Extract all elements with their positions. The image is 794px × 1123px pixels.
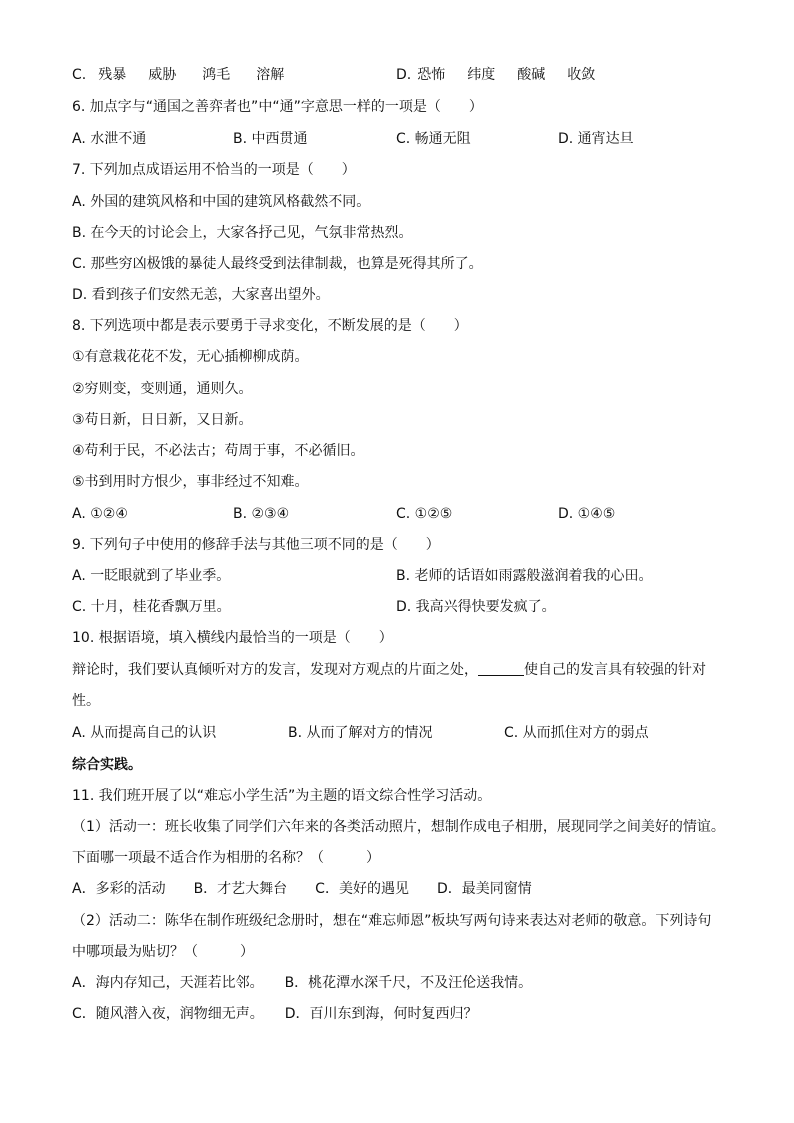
q10-context-after: 使自己的发言具有较强的针对: [524, 662, 706, 678]
q8-option-a: A. ①②④: [72, 506, 128, 522]
q10-option-c: C. 从而抓住对方的弱点: [504, 725, 649, 741]
q5-option-c-label: C.: [72, 67, 87, 83]
q6-stem: 6. 加点字与“通国之善弈者也”中“通”字意思一样的一项是（ ）: [72, 99, 483, 115]
q5-option-d-word: 酸碱: [517, 67, 546, 83]
q5-option-d-word: 收敛: [567, 67, 596, 83]
q10-option-b: B. 从而了解对方的情况: [288, 725, 433, 741]
q9-option-c: C. 十月，桂花香飘万里。: [72, 599, 231, 615]
q10-fill-blank: [478, 661, 524, 676]
q5-option-d-word: 纬度: [467, 67, 496, 83]
q11-sub2-options-cd: C．随风潜入夜，润物细无声。 D．百川东到海，何时复西归？: [72, 1006, 478, 1022]
q7-option-a: A. 外国的建筑风格和中国的建筑风格截然不同。: [72, 194, 371, 210]
q6-option-a: A. 水泄不通: [72, 131, 147, 147]
q9-stem: 9. 下列句子中使用的修辞手法与其他三项不同的是（ ）: [72, 537, 440, 553]
q11-sub1-line2: 下面哪一项最不适合作为相册的名称？（ ）: [72, 850, 380, 866]
q5-option-c: [72, 66, 284, 84]
q11-stem: 11. 我们班开展了以“难忘小学生活”为主题的语文综合性学习活动。: [72, 788, 492, 804]
q5-option-c-word: 威胁: [148, 67, 177, 83]
q11-sub2-line1: （2）活动二：陈华在制作班级纪念册时，想在“难忘师恩”板块写两句诗来表达对老师的敬意。下列诗句: [72, 913, 712, 929]
q9-option-d: D. 我高兴得快要发疯了。: [396, 599, 556, 615]
q7-option-b: B. 在今天的讨论会上，大家各抒己见，气氛非常热烈。: [72, 225, 413, 241]
q5-option-d-label: D.: [396, 67, 412, 83]
q9-option-b: B. 老师的话语如雨露般滋润着我的心田。: [396, 568, 653, 584]
q10-context-line2: 性。: [72, 693, 100, 709]
q11-sub1-line1: （1）活动一：班长收集了同学们六年来的各类活动照片，想制作成电子相册，展现同学之间美好的情谊。: [72, 819, 725, 835]
q11-sub2-options-ab: A．海内存知己，天涯若比邻。 B．桃花潭水深千尺，不及汪伦送我情。: [72, 975, 533, 991]
section-title: 综合实践。: [72, 757, 142, 773]
q8-item: ①有意栽花花不发，无心插柳柳成荫。: [72, 349, 309, 365]
q11-sub2-line2: 中哪项最为贴切？（ ）: [72, 944, 254, 960]
q8-item: ③苟日新，日日新，又日新。: [72, 412, 253, 428]
q11-sub1-options: A．多彩的活动 B．才艺大舞台 C．美好的遇见 D．最美同窗情: [72, 881, 532, 897]
q8-option-c: C. ①②⑤: [396, 506, 453, 522]
q6-option-b: B. 中西贯通: [233, 131, 308, 147]
q7-option-d: D. 看到孩子们安然无恙，大家喜出望外。: [72, 287, 330, 303]
q10-context-before: 辩论时，我们要认真倾听对方的发言，发现对方观点的片面之处，: [72, 662, 478, 678]
q8-item: ④苟利于民，不必法古；苟周于事，不必循旧。: [72, 443, 365, 459]
q8-option-d: D. ①④⑤: [558, 506, 616, 522]
q6-option-d: D. 通宵达旦: [558, 131, 634, 147]
q8-option-b: B. ②③④: [233, 506, 290, 522]
q8-item: ⑤书到用时方恨少，事非经过不知难。: [72, 474, 309, 490]
q7-stem: 7. 下列加点成语运用不恰当的一项是（ ）: [72, 162, 356, 178]
q6-option-c: C. 畅通无阻: [396, 131, 471, 147]
q8-item: ②穷则变，变则通，通则久。: [72, 381, 253, 397]
q10-context: [72, 661, 706, 679]
q5-option-d: [396, 66, 595, 84]
q10-option-a: A. 从而提高自己的认识: [72, 725, 217, 741]
q5-option-d-word: 恐怖: [417, 67, 446, 83]
q5-option-c-word: 残暴: [98, 67, 127, 83]
q7-option-c: C. 那些穷凶极饿的暴徒人最终受到法律制裁，也算是死得其所了。: [72, 256, 483, 272]
q8-stem: 8. 下列选项中都是表示要勇于寻求变化，不断发展的是（ ）: [72, 318, 468, 334]
q9-option-a: A. 一眨眼就到了毕业季。: [72, 568, 231, 584]
q10-stem: 10. 根据语境，填入横线内最恰当的一项是（ ）: [72, 630, 393, 646]
q5-option-c-word: 溶解: [256, 67, 285, 83]
q5-option-c-word: 鸿毛: [202, 67, 231, 83]
